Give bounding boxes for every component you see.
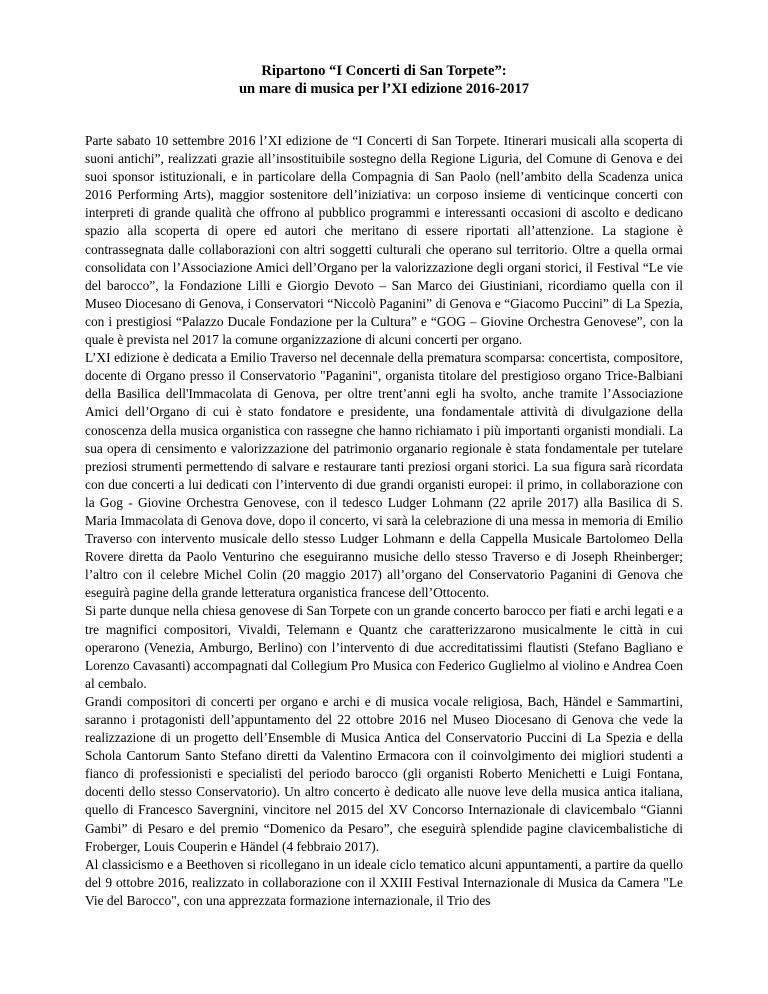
title-line-1: Ripartono “I Concerti di San Torpete”: <box>261 63 507 79</box>
paragraph-3: Si parte dunque nella chiesa genovese di San Torpete con un grande concerto barocco per fiati e archi legati e a tre magnifici compositori, Vivaldi, Telemann e Quantz che caratterizzarono musicalmente le città in cui operarono (Venezia, Amburgo, Berlino) con l’intervento di due accreditatissimi flautisti (Stefano Bagliano e Lorenzo Cavasanti) accompagnati dal Collegium Pro Musica con Federico Guglielmo al violino e Andrea Coen al cembalo. <box>85 603 683 691</box>
document-body <box>85 132 683 910</box>
document-page <box>85 62 683 910</box>
title-line-2: un mare di musica per l’XI edizione 2016-2017 <box>238 81 530 97</box>
document-title <box>85 62 683 98</box>
paragraph-2: L’XI edizione è dedicata a Emilio Traverso nel decennale della prematura scomparsa: concertista, compositore, docente di Organo presso il Conservatorio "Paganini", organista titolare del prestigioso organo Trice-Balbiani della Basilica dell'Immacolata di Genova, per oltre trent’anni egli ha svolto, anche tramite l’Associazione Amici dell’Organo di cui è stato fondatore e presidente, una fondamentale attività di divulgazione della conoscenza della musica organistica con rassegne che hanno richiamato i più importanti organisti mondiali. La sua opera di censimento e valorizzazione del patrimonio organario regionale è stata fondamentale per tutelare preziosi strumenti permettendo di salvare e restaurare tanti preziosi organi storici. La sua figura sarà ricordata con due concerti a lui dedicati con l’intervento di due grandi organisti europei: il primo, in collaborazione con la Gog - Giovine Orchestra Genovese, con il tedesco Ludger Lohmann (22 aprile 2017) alla Basilica di S. Maria Immacolata di Genova dove, dopo il concerto, vi sarà la celebrazione di una messa in memoria di Emilio Traverso con intervento musicale dello stesso Ludger Lohmann e della Cappella Musicale Bartolomeo Della Rovere diretta da Paolo Venturino che eseguiranno musiche dello stesso Traverso e di Joseph Rheinberger; l’altro con il celebre Michel Colin (20 maggio 2017) all’organo del Conservatorio Paganini di Genova che eseguirà pagine della grande letteratura organistica francese dell’Ottocento. <box>85 350 683 601</box>
paragraph-4: Grandi compositori di concerti per organo e archi e di musica vocale religiosa, Bach, Händel e Sammartini, saranno i protagonisti dell’appuntamento del 22 ottobre 2016 nel Museo Diocesano di Genova che vede la realizzazione di un progetto dell’Ensemble di Musica Antica del Conservatorio Puccini di La Spezia e della Schola Cantorum Santo Stefano diretti da Valentino Ermacora con il coinvolgimento dei migliori studenti a fianco di professionisti e specialisti del periodo barocco (gli organisti Roberto Menichetti e Luigi Fontana, docenti dello stesso Conservatorio). Un altro concerto è dedicato alle nuove leve della musica antica italiana, quello di Francesco Savergnini, vincitore nel 2015 del XV Concorso Internazionale di clavicembalo “Gianni Gambi” di Pesaro e del premio “Domenico da Pesaro”, che eseguirà splendide pagine clavicembalistiche di Froberger, Louis Couperin e Händel (4 febbraio 2017). <box>85 693 683 854</box>
paragraph-1: Parte sabato 10 settembre 2016 l’XI edizione de “I Concerti di San Torpete. Itinerari musicali alla scoperta di suoni antichi”, realizzati grazie all’insostituibile sostegno della Regione Liguria, del Comune di Genova e dei suoi sponsor istituzionali, e in particolare della Compagnia di San Paolo (nell’ambito della Scadenza unica 2016 Performing Arts), maggior sostenitore dell’iniziativa: un corposo insieme di venticinque concerti con interpreti di grande qualità che offrono al pubblico programmi e interessanti occasioni di ascolto e dedicano spazio alla scoperta di opere ed autori che meritano di essere riportati all’attenzione. La stagione è contrassegnata dalle collaborazioni con altri soggetti culturali che operano sul territorio. Oltre a quella ormai consolidata con l’Associazione Amici dell’Organo per la valorizzazione degli organi storici, il Festival “Le vie del barocco”, la Fondazione Lilli e Giorgio Devoto – San Marco dei Giustiniani, ricordiamo quella con il Museo Diocesano di Genova, i Conservatori “Niccolò Paganini” di Genova e “Giacomo Puccini” di La Spezia, con i prestigiosi “Palazzo Ducale Fondazione per la Cultura” e “GOG – Giovine Orchestra Genovese”, con la quale è prevista nel 2017 la comune organizzazione di alcuni concerti per organo. <box>85 133 683 348</box>
paragraph-5: Al classicismo e a Beethoven si ricollegano in un ideale ciclo tematico alcuni appuntamenti, a partire da quello del 9 ottobre 2016, realizzato in collaborazione con il XXIII Festival Internazionale di Musica da Camera "Le Vie del Barocco", con una apprezzata formazione internazionale, il Trio des <box>85 856 683 908</box>
